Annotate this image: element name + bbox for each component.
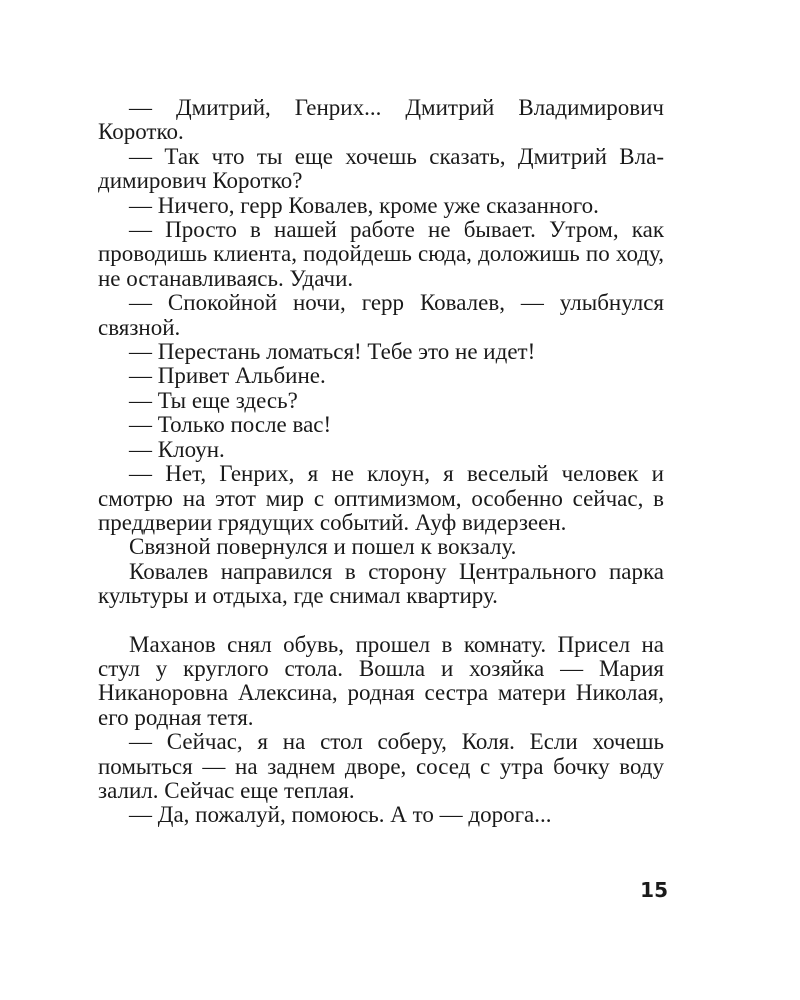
paragraph: — Только после вас! bbox=[129, 412, 332, 438]
paragraph: — Так что ты еще хочешь сказать, Дмитрий Владимирович Коротко? bbox=[98, 143, 664, 194]
paragraph: — Привет Альбине. bbox=[129, 363, 326, 389]
paragraph: — Спокойной ночи, герр Ковалев, — улыбнулся связной. bbox=[98, 290, 664, 340]
paragraph: — Просто в нашей работе не бывает. Утром, как проводишь клиента, подойдешь сюда, доложишь по ходу, не останавливаясь. Удачи. bbox=[98, 217, 664, 291]
paragraph: — Нет, Генрих, я не клоун, я веселый человек и смотрю на этот мир с оптимизмом, особенно сейчас, в преддверии грядущих событий. Ауф видерзеен. bbox=[98, 461, 664, 535]
section-break bbox=[98, 609, 664, 633]
paragraph: Маханов снял обувь, прошел в комнату. Присел на стул у круглого стола. Вошла и хозяйка — Мария Никаноровна Алексина, родная сестра матери Николая, его родная тетя. bbox=[98, 631, 664, 730]
paragraph: — Перестань ломаться! Тебе это не идет! bbox=[129, 339, 536, 365]
paragraph: — Дмитрий, Генрих... Дмитрий Владимирович Коротко. bbox=[98, 95, 664, 145]
paragraph: — Да, пожалуй, помоюсь. А то — дорога... bbox=[129, 802, 552, 828]
book-page-text bbox=[98, 96, 664, 828]
paragraph: Ковалев направился в сторону Центрального парка культуры и отдыха, где снимал квартиру. bbox=[98, 558, 664, 609]
paragraph: — Сейчас, я на стол соберу, Коля. Если хочешь помыться — на заднем дворе, сосед с утра бочку воду залил. Сейчас еще теплая. bbox=[98, 729, 664, 803]
paragraph: — Ты еще здесь? bbox=[129, 387, 298, 413]
paragraph: — Ничего, герр Ковалев, кроме уже сказанного. bbox=[129, 192, 599, 218]
page-number: 15 bbox=[640, 878, 668, 902]
paragraph: — Клоун. bbox=[129, 436, 225, 462]
paragraph: Связной повернулся и пошел к вокзалу. bbox=[129, 534, 517, 560]
